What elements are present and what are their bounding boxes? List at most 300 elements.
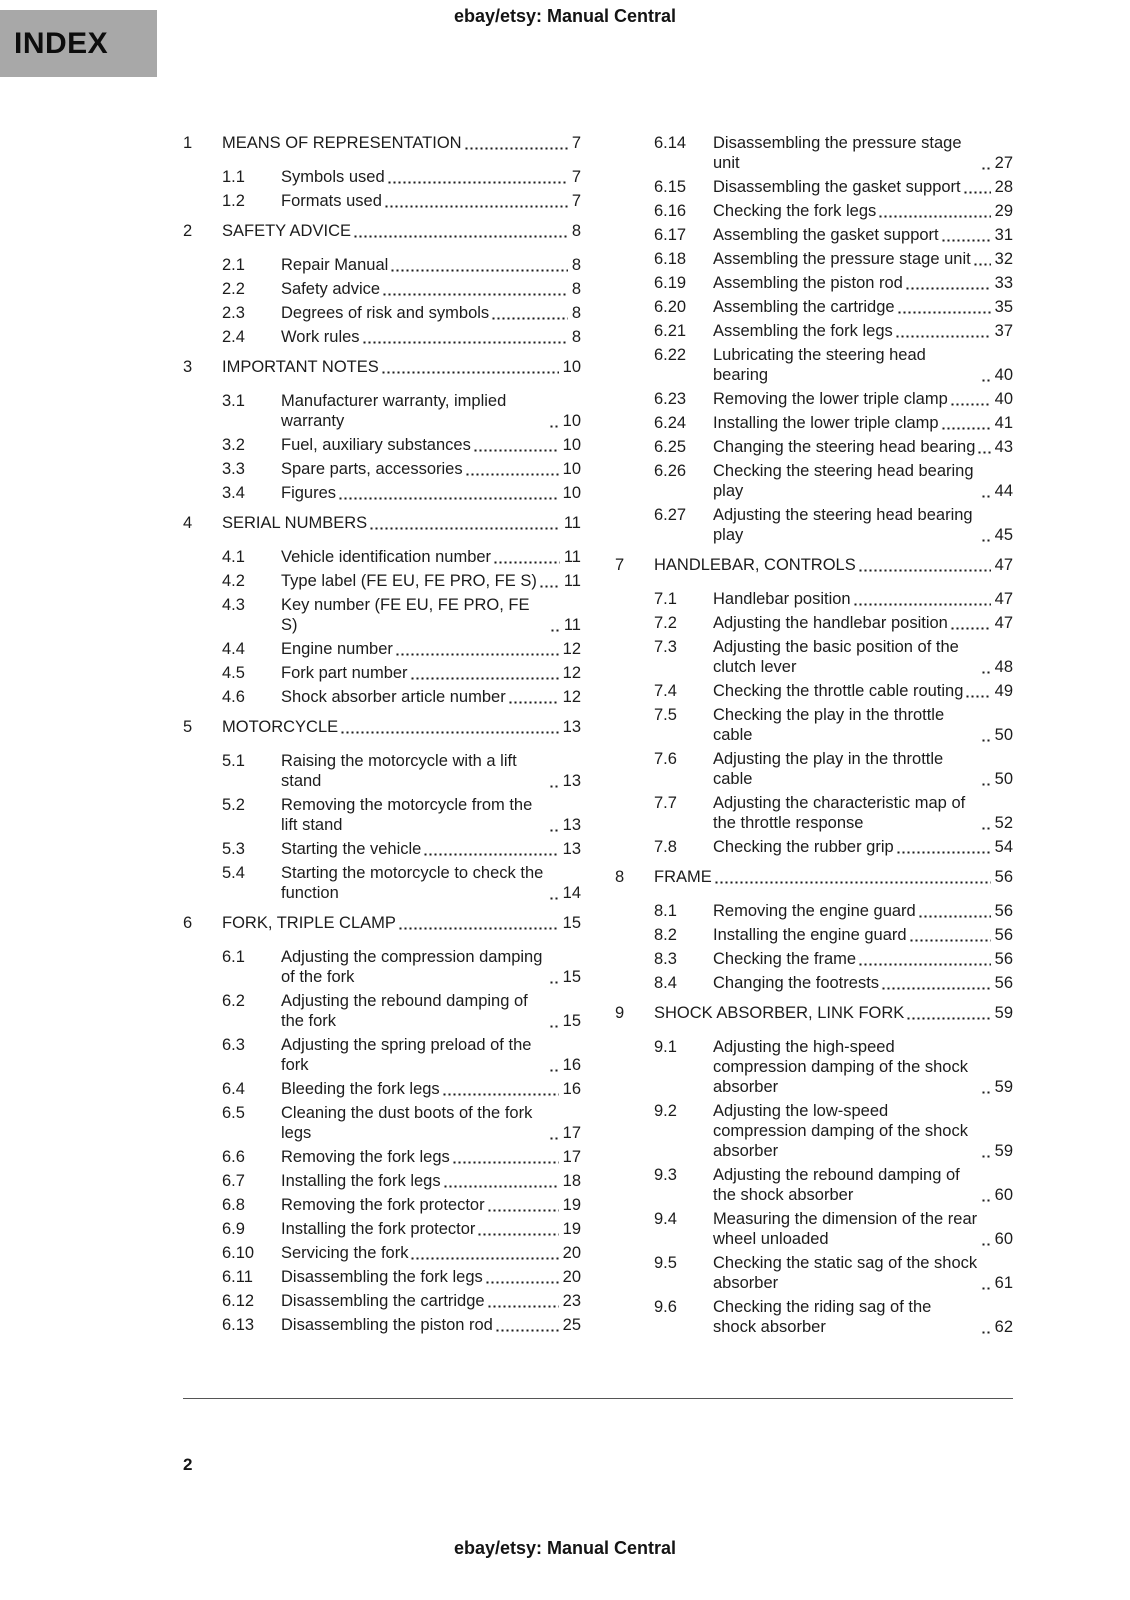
- toc-entry-title: Disassembling the cartridge: [281, 1292, 485, 1310]
- toc-leader-dots: [981, 539, 991, 542]
- toc-entry-body: [281, 947, 581, 987]
- toc-entry-title: SERIAL NUMBERS: [222, 514, 368, 532]
- toc-entry-body: [713, 1253, 1013, 1293]
- toc-leader-dots: [918, 915, 991, 918]
- toc-entry-page: 8: [571, 280, 581, 298]
- toc-entry-number: 5.4: [222, 864, 245, 882]
- toc-entry-title: Disassembling the piston rod: [281, 1316, 493, 1334]
- toc-entry-body: [713, 901, 1013, 921]
- toc-entry-page: 56: [994, 974, 1013, 992]
- toc-section-row: [183, 1315, 581, 1335]
- toc-chapter-row: [183, 913, 581, 933]
- toc-leader-dots: [395, 653, 559, 656]
- toc-leader-dots: [977, 451, 990, 454]
- toc-entry-body: [281, 255, 581, 275]
- toc-entry-number: 6.2: [222, 992, 245, 1010]
- toc-section-row: [183, 547, 581, 567]
- toc-entry-title: Adjusting the basic position of the clutch lever: [713, 638, 959, 676]
- toc-leader-dots: [550, 629, 560, 632]
- toc-entry-page: 10: [562, 412, 581, 430]
- toc-chapter-row: [615, 867, 1013, 887]
- toc-entry-number: 1.2: [222, 192, 245, 210]
- toc-leader-dots: [905, 287, 991, 290]
- toc-leader-dots: [443, 1185, 559, 1188]
- toc-entry-title: Safety advice: [281, 280, 381, 298]
- toc-entry-title: MEANS OF REPRESENTATION: [222, 134, 462, 152]
- table-of-contents: [183, 133, 1013, 1341]
- toc-entry-number: 4.5: [222, 664, 245, 682]
- toc-entry-page: 25: [562, 1316, 581, 1334]
- toc-entry-page: 15: [562, 968, 581, 986]
- toc-entry-page: 40: [994, 390, 1013, 408]
- toc-section-row: [615, 1253, 1013, 1293]
- toc-entry-page: 14: [562, 884, 581, 902]
- toc-entry-body: [713, 133, 1013, 173]
- toc-entry-title: Adjusting the play in the throttle cable: [713, 750, 944, 788]
- toc-entry-page: 16: [562, 1056, 581, 1074]
- toc-section-row: [615, 637, 1013, 677]
- toc-entry-title: Removing the motorcycle from the lift stand: [281, 796, 533, 834]
- toc-entry-page: 32: [994, 250, 1013, 268]
- toc-entry-body: [222, 133, 581, 153]
- toc-entry-page: 54: [994, 838, 1013, 856]
- toc-entry-page: 20: [562, 1268, 581, 1286]
- toc-entry-page: 13: [562, 840, 581, 858]
- toc-entry-page: 7: [571, 168, 581, 186]
- toc-entry-page: 45: [994, 526, 1013, 544]
- toc-entry-number: 6.26: [654, 462, 687, 480]
- toc-entry-page: 50: [994, 726, 1013, 744]
- toc-entry-body: [281, 1147, 581, 1167]
- toc-leader-dots: [362, 341, 568, 344]
- toc-section-row: [183, 795, 581, 835]
- toc-section-row: [183, 639, 581, 659]
- toc-entry-page: 59: [994, 1004, 1013, 1022]
- toc-entry-number: 9.6: [654, 1298, 677, 1316]
- toc-entry-number: 9.1: [654, 1038, 677, 1056]
- toc-section-row: [183, 1195, 581, 1215]
- toc-entry-body: [281, 547, 581, 567]
- toc-entry-title: Degrees of risk and symbols: [281, 304, 490, 322]
- toc-entry-page: 10: [562, 460, 581, 478]
- toc-entry-page: 52: [994, 814, 1013, 832]
- toc-entry-page: 28: [994, 178, 1013, 196]
- toc-entry-body: [654, 555, 1013, 575]
- toc-entry-title: Symbols used: [281, 168, 385, 186]
- toc-entry-body: [713, 461, 1013, 501]
- toc-entry-page: 59: [994, 1078, 1013, 1096]
- toc-entry-number: 6.27: [654, 506, 687, 524]
- toc-column-right: [615, 133, 1013, 1341]
- toc-section-row: [615, 505, 1013, 545]
- toc-entry-title: Adjusting the rebound damping of the shock absorber: [713, 1166, 960, 1204]
- toc-entry-title: Adjusting the steering head bearing play: [713, 506, 973, 544]
- toc-section-row: [183, 191, 581, 211]
- toc-entry-title: Adjusting the characteristic map of the throttle response: [713, 794, 966, 832]
- toc-section-row: [615, 437, 1013, 457]
- toc-entry-title: Lubricating the steering head bearing: [713, 346, 926, 384]
- toc-leader-dots: [549, 1025, 559, 1028]
- toc-chapter-row: [183, 357, 581, 377]
- toc-entry-page: 31: [994, 226, 1013, 244]
- toc-entry-page: 17: [562, 1148, 581, 1166]
- toc-entry-body: [222, 221, 581, 241]
- toc-entry-page: 12: [562, 688, 581, 706]
- toc-entry-title: FORK, TRIPLE CLAMP: [222, 914, 396, 932]
- toc-entry-body: [713, 637, 1013, 677]
- toc-entry-number: 4.6: [222, 688, 245, 706]
- toc-entry-number: 4.2: [222, 572, 245, 590]
- toc-entry-number: 8: [615, 868, 625, 886]
- toc-section-row: [183, 1219, 581, 1239]
- toc-entry-body: [713, 273, 1013, 293]
- toc-section-row: [615, 925, 1013, 945]
- toc-section-row: [183, 435, 581, 455]
- toc-leader-dots: [858, 963, 991, 966]
- toc-entry-number: 9.5: [654, 1254, 677, 1272]
- toc-entry-title: Measuring the dimension of the rear wheel unloaded: [713, 1210, 978, 1248]
- toc-section-row: [615, 1209, 1013, 1249]
- toc-entry-title: FRAME: [654, 868, 712, 886]
- toc-entry-body: [281, 483, 581, 503]
- toc-entry-title: Checking the play in the throttle cable: [713, 706, 945, 744]
- toc-entry-title: Checking the frame: [713, 950, 857, 968]
- toc-entry-body: [713, 681, 1013, 701]
- toc-section-row: [183, 279, 581, 299]
- toc-entry-body: [713, 413, 1013, 433]
- toc-entry-page: 19: [562, 1220, 581, 1238]
- toc-entry-number: 6.19: [654, 274, 687, 292]
- toc-entry-title: Spare parts, accessories: [281, 460, 463, 478]
- toc-leader-dots: [442, 1093, 559, 1096]
- toc-leader-dots: [549, 1069, 559, 1072]
- toc-entry-number: 7.2: [654, 614, 677, 632]
- toc-entry-body: [713, 949, 1013, 969]
- toc-entry-body: [713, 1209, 1013, 1249]
- toc-entry-number: 4.3: [222, 596, 245, 614]
- toc-chapter-row: [183, 221, 581, 241]
- toc-entry-number: 6.22: [654, 346, 687, 364]
- toc-entry-body: [281, 459, 581, 479]
- toc-entry-number: 8.2: [654, 926, 677, 944]
- toc-entry-number: 2.2: [222, 280, 245, 298]
- toc-leader-dots: [981, 827, 991, 830]
- index-label: INDEX: [14, 26, 109, 60]
- toc-entry-number: 6.4: [222, 1080, 245, 1098]
- toc-entry-number: 8.4: [654, 974, 677, 992]
- toc-leader-dots: [950, 403, 991, 406]
- toc-entry-body: [281, 751, 581, 791]
- toc-entry-page: 13: [562, 772, 581, 790]
- toc-entry-body: [281, 863, 581, 903]
- toc-entry-title: Adjusting the spring preload of the fork: [281, 1036, 532, 1074]
- toc-leader-dots: [340, 731, 559, 734]
- toc-entry-title: SAFETY ADVICE: [222, 222, 351, 240]
- toc-entry-title: Assembling the cartridge: [713, 298, 895, 316]
- toc-section-row: [183, 947, 581, 987]
- toc-entry-title: Bleeding the fork legs: [281, 1080, 440, 1098]
- toc-entry-page: 17: [562, 1124, 581, 1142]
- toc-entry-number: 5.1: [222, 752, 245, 770]
- toc-leader-dots: [465, 473, 559, 476]
- toc-entry-title: Installing the engine guard: [713, 926, 907, 944]
- toc-entry-title: Starting the vehicle: [281, 840, 422, 858]
- toc-leader-dots: [549, 829, 559, 832]
- toc-entry-body: [281, 687, 581, 707]
- toc-entry-page: 11: [563, 548, 581, 566]
- toc-leader-dots: [981, 1199, 991, 1202]
- toc-entry-body: [281, 327, 581, 347]
- toc-entry-number: 3.3: [222, 460, 245, 478]
- toc-entry-page: 19: [562, 1196, 581, 1214]
- toc-entry-title: IMPORTANT NOTES: [222, 358, 379, 376]
- toc-chapter-row: [183, 717, 581, 737]
- toc-section-row: [615, 681, 1013, 701]
- toc-entry-title: Installing the fork legs: [281, 1172, 441, 1190]
- toc-entry-number: 6.3: [222, 1036, 245, 1054]
- toc-entry-body: [281, 595, 581, 635]
- toc-entry-body: [281, 435, 581, 455]
- toc-section-row: [615, 133, 1013, 173]
- toc-section-row: [615, 973, 1013, 993]
- toc-entry-title: Assembling the gasket support: [713, 226, 939, 244]
- toc-leader-dots: [491, 317, 568, 320]
- toc-leader-dots: [398, 927, 559, 930]
- toc-leader-dots: [897, 311, 991, 314]
- toc-section-row: [615, 749, 1013, 789]
- toc-entry-number: 3: [183, 358, 193, 376]
- toc-leader-dots: [973, 263, 991, 266]
- toc-entry-number: 4.1: [222, 548, 245, 566]
- toc-section-row: [615, 345, 1013, 385]
- toc-section-row: [615, 1037, 1013, 1097]
- toc-entry-title: Changing the steering head bearing: [713, 438, 976, 456]
- toc-entry-title: Manufacturer warranty, implied warranty: [281, 392, 507, 430]
- toc-entry-page: 10: [562, 484, 581, 502]
- toc-leader-dots: [981, 379, 991, 382]
- toc-leader-dots: [981, 167, 991, 170]
- toc-leader-dots: [981, 1287, 991, 1290]
- toc-entry-body: [281, 991, 581, 1031]
- toc-section-row: [615, 461, 1013, 501]
- toc-section-row: [615, 297, 1013, 317]
- toc-entry-number: 6.9: [222, 1220, 245, 1238]
- toc-entry-body: [713, 345, 1013, 385]
- toc-entry-body: [281, 663, 581, 683]
- toc-entry-number: 6.25: [654, 438, 687, 456]
- toc-entry-title: Assembling the piston rod: [713, 274, 903, 292]
- toc-entry-title: Removing the engine guard: [713, 902, 916, 920]
- toc-leader-dots: [353, 235, 568, 238]
- toc-entry-title: Adjusting the compression damping of the fork: [281, 948, 543, 986]
- toc-entry-body: [713, 1297, 1013, 1337]
- toc-leader-dots: [381, 371, 559, 374]
- toc-entry-title: Type label (FE EU, FE PRO, FE S): [281, 572, 537, 590]
- toc-entry-body: [281, 1195, 581, 1215]
- toc-entry-page: 13: [562, 816, 581, 834]
- toc-entry-body: [713, 1101, 1013, 1161]
- toc-entry-number: 6.15: [654, 178, 687, 196]
- toc-entry-number: 6.1: [222, 948, 245, 966]
- toc-section-row: [183, 483, 581, 503]
- toc-entry-title: Adjusting the high-speed compression damping of the shock absorber: [713, 1038, 968, 1096]
- toc-entry-body: [713, 589, 1013, 609]
- toc-entry-title: Work rules: [281, 328, 360, 346]
- toc-leader-dots: [981, 1155, 991, 1158]
- toc-column-left: [183, 133, 581, 1341]
- toc-chapter-row: [615, 555, 1013, 575]
- toc-entry-body: [713, 837, 1013, 857]
- toc-entry-number: 8.3: [654, 950, 677, 968]
- toc-entry-page: 56: [994, 950, 1013, 968]
- toc-entry-body: [713, 249, 1013, 269]
- toc-leader-dots: [981, 1091, 991, 1094]
- toc-leader-dots: [485, 1281, 559, 1284]
- toc-entry-page: 60: [994, 1230, 1013, 1248]
- toc-section-row: [615, 413, 1013, 433]
- toc-leader-dots: [369, 527, 560, 530]
- toc-entry-page: 12: [562, 640, 581, 658]
- toc-leader-dots: [382, 293, 568, 296]
- toc-entry-title: Installing the fork protector: [281, 1220, 476, 1238]
- toc-entry-title: Servicing the fork: [281, 1244, 409, 1262]
- toc-leader-dots: [853, 603, 991, 606]
- toc-section-row: [615, 613, 1013, 633]
- toc-leader-dots: [508, 701, 559, 704]
- toc-entry-body: [713, 505, 1013, 545]
- toc-entry-body: [222, 717, 581, 737]
- toc-entry-page: 15: [562, 1012, 581, 1030]
- toc-section-row: [615, 273, 1013, 293]
- toc-entry-body: [654, 1003, 1013, 1023]
- toc-leader-dots: [909, 939, 991, 942]
- toc-leader-dots: [981, 1243, 991, 1246]
- toc-entry-body: [713, 613, 1013, 633]
- toc-entry-number: 6.7: [222, 1172, 245, 1190]
- toc-entry-number: 6.20: [654, 298, 687, 316]
- toc-entry-body: [713, 973, 1013, 993]
- toc-entry-title: Key number (FE EU, FE PRO, FE S): [281, 596, 530, 634]
- toc-entry-title: Checking the rubber grip: [713, 838, 894, 856]
- toc-entry-title: Raising the motorcycle with a lift stand: [281, 752, 517, 790]
- toc-entry-body: [222, 513, 581, 533]
- toc-chapter-row: [183, 513, 581, 533]
- toc-section-row: [615, 901, 1013, 921]
- toc-section-row: [183, 1079, 581, 1099]
- toc-section-row: [183, 1171, 581, 1191]
- toc-leader-dots: [390, 269, 568, 272]
- toc-section-row: [615, 793, 1013, 833]
- toc-section-row: [183, 1291, 581, 1311]
- toc-entry-number: 1: [183, 134, 193, 152]
- toc-entry-page: 12: [562, 664, 581, 682]
- toc-entry-page: 11: [563, 514, 581, 532]
- toc-entry-page: 44: [994, 482, 1013, 500]
- toc-entry-body: [713, 389, 1013, 409]
- toc-section-row: [615, 705, 1013, 745]
- toc-entry-body: [281, 571, 581, 591]
- toc-entry-body: [281, 191, 581, 211]
- toc-leader-dots: [410, 677, 559, 680]
- toc-section-row: [183, 327, 581, 347]
- toc-leader-dots: [981, 495, 991, 498]
- toc-entry-title: Repair Manual: [281, 256, 389, 274]
- toc-section-row: [615, 589, 1013, 609]
- toc-entry-page: 7: [571, 134, 581, 152]
- toc-entry-page: 48: [994, 658, 1013, 676]
- toc-leader-dots: [858, 569, 991, 572]
- toc-section-row: [615, 321, 1013, 341]
- toc-entry-number: 5.2: [222, 796, 245, 814]
- toc-entry-title: Figures: [281, 484, 337, 502]
- toc-entry-number: 7.4: [654, 682, 677, 700]
- toc-entry-title: Engine number: [281, 640, 393, 658]
- toc-entry-page: 47: [994, 614, 1013, 632]
- toc-entry-page: 37: [994, 322, 1013, 340]
- toc-entry-page: 8: [571, 256, 581, 274]
- toc-entry-body: [222, 357, 581, 377]
- toc-entry-page: 62: [994, 1318, 1013, 1336]
- footer-divider: [183, 1398, 1013, 1399]
- toc-section-row: [183, 391, 581, 431]
- toc-entry-body: [713, 925, 1013, 945]
- toc-leader-dots: [981, 671, 991, 674]
- toc-entry-page: 18: [562, 1172, 581, 1190]
- toc-entry-body: [281, 167, 581, 187]
- toc-entry-number: 7.5: [654, 706, 677, 724]
- toc-section-row: [183, 1267, 581, 1287]
- toc-entry-number: 6.24: [654, 414, 687, 432]
- toc-entry-number: 6.12: [222, 1292, 255, 1310]
- toc-entry-number: 6.14: [654, 134, 687, 152]
- toc-entry-page: 61: [994, 1274, 1013, 1292]
- toc-entry-number: 6.10: [222, 1244, 255, 1262]
- toc-entry-page: 50: [994, 770, 1013, 788]
- toc-section-row: [615, 389, 1013, 409]
- toc-entry-page: 33: [994, 274, 1013, 292]
- toc-entry-page: 47: [994, 590, 1013, 608]
- toc-leader-dots: [423, 853, 558, 856]
- toc-entry-body: [713, 1165, 1013, 1205]
- toc-leader-dots: [906, 1017, 990, 1020]
- toc-entry-number: 7.3: [654, 638, 677, 656]
- toc-entry-number: 6.21: [654, 322, 687, 340]
- toc-entry-title: Checking the static sag of the shock absorber: [713, 1254, 978, 1292]
- toc-entry-body: [713, 793, 1013, 833]
- toc-section-row: [183, 687, 581, 707]
- toc-section-row: [615, 225, 1013, 245]
- toc-entry-body: [713, 201, 1013, 221]
- toc-entry-title: Adjusting the low-speed compression damping of the shock absorber: [713, 1102, 968, 1160]
- toc-entry-number: 7: [615, 556, 625, 574]
- toc-entry-body: [281, 1315, 581, 1335]
- toc-leader-dots: [464, 147, 568, 150]
- toc-entry-page: 23: [562, 1292, 581, 1310]
- toc-entry-number: 9.2: [654, 1102, 677, 1120]
- toc-entry-page: 27: [994, 154, 1013, 172]
- toc-entry-number: 2.3: [222, 304, 245, 322]
- toc-leader-dots: [941, 239, 991, 242]
- header-title: ebay/etsy: Manual Central: [453, 6, 677, 26]
- toc-entry-body: [281, 1267, 581, 1287]
- toc-entry-number: 9.4: [654, 1210, 677, 1228]
- toc-entry-number: 6.5: [222, 1104, 245, 1122]
- toc-leader-dots: [950, 627, 991, 630]
- toc-section-row: [615, 1297, 1013, 1337]
- toc-entry-body: [713, 705, 1013, 745]
- toc-leader-dots: [941, 427, 991, 430]
- toc-entry-title: Removing the lower triple clamp: [713, 390, 948, 408]
